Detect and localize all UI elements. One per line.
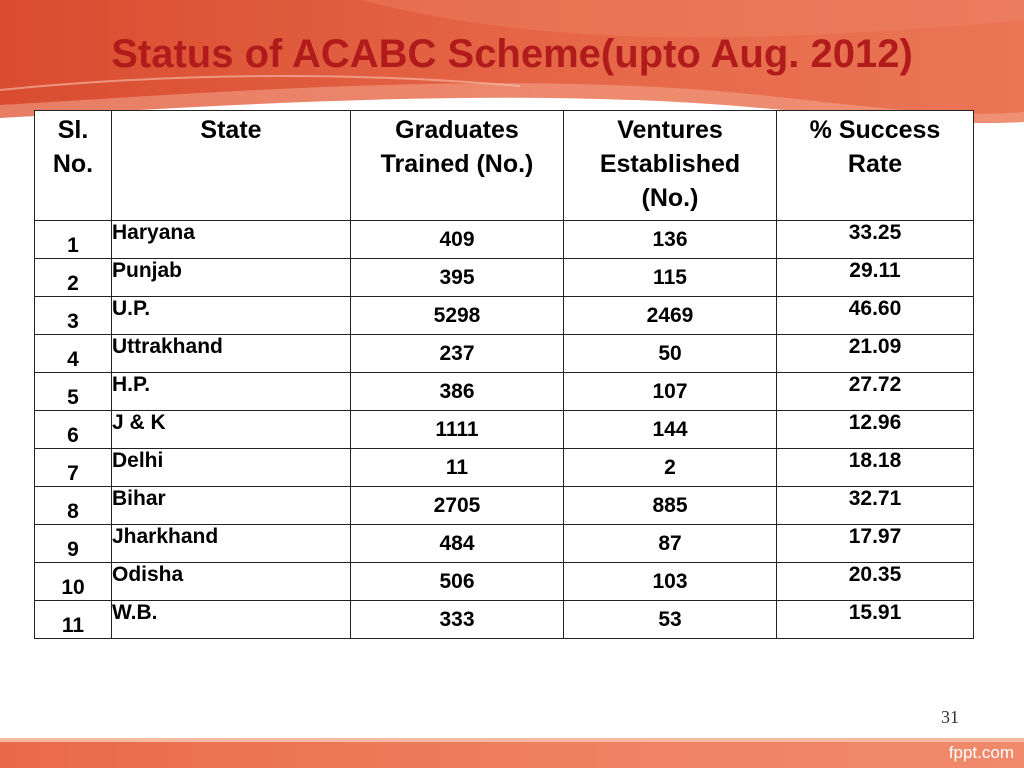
table-row (35, 563, 974, 601)
cell-state: U.P. (112, 297, 351, 335)
cell-ventures: 115 (564, 259, 777, 297)
cell-graduates: 506 (351, 563, 564, 601)
cell-ventures: 2469 (564, 297, 777, 335)
header-graduates (351, 111, 564, 221)
table-row (35, 449, 974, 487)
cell-ventures: 50 (564, 335, 777, 373)
cell-state: Delhi (112, 449, 351, 487)
slide-title: Status of ACABC Scheme(upto Aug. 2012) (111, 32, 913, 76)
table-header-row (35, 111, 974, 221)
cell-graduates: 1111 (351, 411, 564, 449)
header-state (112, 111, 351, 221)
cell-success-rate: 12.96 (777, 411, 974, 449)
header-rate-line2: Rate (847, 150, 903, 178)
cell-state: Bihar (112, 487, 351, 525)
cell-state: Jharkhand (112, 525, 351, 563)
cell-sl-no: 8 (35, 487, 112, 525)
cell-success-rate: 29.11 (777, 259, 974, 297)
table-row (35, 335, 974, 373)
header-ventures-line1: Ventures (617, 116, 723, 144)
cell-state: J & K (112, 411, 351, 449)
cell-ventures: 2 (564, 449, 777, 487)
header-sl-line2: No. (52, 150, 94, 178)
cell-ventures: 885 (564, 487, 777, 525)
table-row (35, 259, 974, 297)
cell-sl-no: 11 (35, 601, 112, 639)
cell-ventures: 107 (564, 373, 777, 411)
footer-stripe (0, 738, 1024, 742)
cell-success-rate: 21.09 (777, 335, 974, 373)
header-graduates-line1: Graduates (395, 116, 519, 144)
header-sl-line1: Sl. (57, 116, 89, 144)
cell-state: H.P. (112, 373, 351, 411)
cell-graduates: 395 (351, 259, 564, 297)
cell-ventures: 144 (564, 411, 777, 449)
cell-state: Punjab (112, 259, 351, 297)
cell-success-rate: 46.60 (777, 297, 974, 335)
cell-state: Odisha (112, 563, 351, 601)
table-row (35, 487, 974, 525)
header-ventures-line2: Established (599, 150, 741, 178)
table-row (35, 297, 974, 335)
acabc-status-table (34, 110, 974, 639)
cell-ventures: 87 (564, 525, 777, 563)
footer-band (0, 738, 1024, 768)
table-row (35, 601, 974, 639)
cell-graduates: 333 (351, 601, 564, 639)
cell-success-rate: 33.25 (777, 221, 974, 259)
header-ventures-line3: (No.) (641, 184, 699, 212)
cell-sl-no: 6 (35, 411, 112, 449)
table-row (35, 373, 974, 411)
cell-graduates: 2705 (351, 487, 564, 525)
table-row (35, 221, 974, 259)
table-row (35, 525, 974, 563)
cell-success-rate: 15.91 (777, 601, 974, 639)
page-number: 31 (941, 707, 959, 727)
cell-success-rate: 17.97 (777, 525, 974, 563)
header-state-label: State (200, 116, 262, 144)
header-ventures (564, 111, 777, 221)
cell-success-rate: 18.18 (777, 449, 974, 487)
cell-ventures: 53 (564, 601, 777, 639)
cell-state: W.B. (112, 601, 351, 639)
cell-sl-no: 10 (35, 563, 112, 601)
cell-sl-no: 5 (35, 373, 112, 411)
cell-ventures: 136 (564, 221, 777, 259)
cell-graduates: 484 (351, 525, 564, 563)
cell-sl-no: 1 (35, 221, 112, 259)
header-graduates-line2: Trained (No.) (380, 150, 534, 178)
cell-sl-no: 9 (35, 525, 112, 563)
cell-graduates: 409 (351, 221, 564, 259)
cell-graduates: 5298 (351, 297, 564, 335)
cell-graduates: 386 (351, 373, 564, 411)
cell-graduates: 237 (351, 335, 564, 373)
cell-success-rate: 32.71 (777, 487, 974, 525)
cell-state: Uttrakhand (112, 335, 351, 373)
header-success-rate (777, 111, 974, 221)
cell-sl-no: 2 (35, 259, 112, 297)
cell-success-rate: 27.72 (777, 373, 974, 411)
cell-success-rate: 20.35 (777, 563, 974, 601)
cell-ventures: 103 (564, 563, 777, 601)
brand-label: fppt.com (948, 743, 1014, 762)
cell-sl-no: 3 (35, 297, 112, 335)
header-rate-line1: % Success (809, 116, 941, 144)
cell-sl-no: 7 (35, 449, 112, 487)
header-sl-no (35, 111, 112, 221)
cell-state: Haryana (112, 221, 351, 259)
cell-sl-no: 4 (35, 335, 112, 373)
table-row (35, 411, 974, 449)
cell-graduates: 11 (351, 449, 564, 487)
